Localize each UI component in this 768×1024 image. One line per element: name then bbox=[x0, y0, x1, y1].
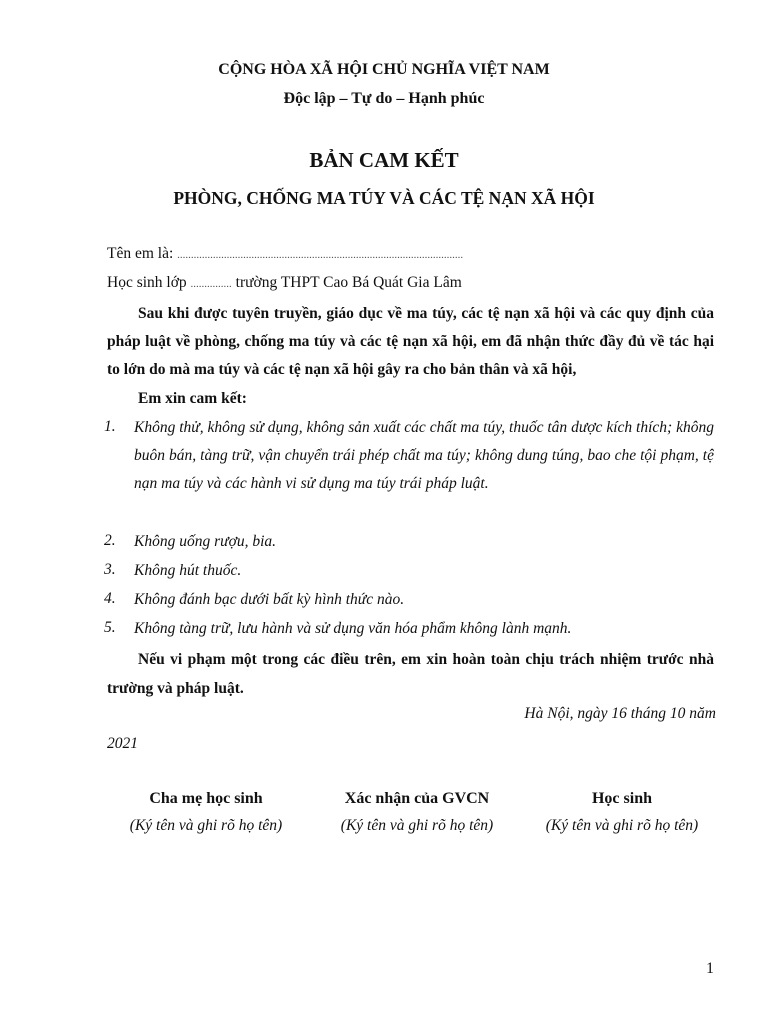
commitment-number: 2. bbox=[104, 532, 116, 549]
commitment-item: Không thử, không sử dụng, không sản xuất các chất ma túy, thuốc tân dược kích thích; không buôn bán, tàng trữ, vận chuyển trái phép chất ma túy; không dung túng, bao che tội phạm, tệ nạn ma túy và các hành vi sử dụng ma túy trái pháp luật. bbox=[134, 419, 714, 492]
page-number: 1 bbox=[706, 960, 714, 977]
signature-parent bbox=[106, 790, 306, 835]
commitment-item: Không hút thuốc. bbox=[134, 562, 242, 579]
commitment-item: Không đánh bạc dưới bất kỳ hình thức nào. bbox=[134, 591, 405, 608]
signature-title: Học sinh bbox=[591, 790, 652, 807]
commitment-number: 4. bbox=[104, 590, 116, 607]
signature-note: (Ký tên và ghi rõ họ tên) bbox=[545, 817, 699, 834]
closing-statement: Nếu vi phạm một trong các điều trên, em xin hoàn toàn chịu trách nhiệm trước nhà trường và pháp luật. bbox=[107, 651, 714, 697]
national-motto: Độc lập – Tự do – Hạnh phúc bbox=[283, 90, 485, 107]
class-line bbox=[107, 274, 462, 292]
signature-title: Cha mẹ học sinh bbox=[149, 790, 263, 807]
name-line bbox=[107, 245, 717, 263]
date-line: Hà Nội, ngày 16 tháng 10 năm bbox=[524, 705, 716, 722]
school-name: trường THPT Cao Bá Quát Gia Lâm bbox=[235, 274, 462, 291]
signature-teacher bbox=[317, 790, 517, 835]
signature-note: (Ký tên và ghi rõ họ tên) bbox=[340, 817, 494, 834]
intro-paragraph: Sau khi được tuyên truyền, giáo dục về ma túy, các tệ nạn xã hội và các quy định của pháp luật về phòng, chống ma túy và các tệ nạn xã hội, em đã nhận thức đầy đủ về tác hại to lớn do mà ma túy và các tệ nạn xã hội gây ra cho bản thân và xã hội, bbox=[107, 305, 714, 378]
signature-title: Xác nhận của GVCN bbox=[344, 790, 490, 807]
class-label: Học sinh lớp bbox=[107, 274, 187, 291]
name-label: Tên em là: bbox=[107, 245, 174, 262]
commitment-number: 1. bbox=[104, 418, 116, 435]
document-title: BẢN CAM KẾT bbox=[309, 148, 459, 172]
commitment-number: 5. bbox=[104, 619, 116, 636]
signature-student bbox=[522, 790, 722, 835]
commitment-number: 3. bbox=[104, 561, 116, 578]
country-heading: CỘNG HÒA XÃ HỘI CHỦ NGHĨA VIỆT NAM bbox=[218, 61, 550, 78]
commitment-item: Không tàng trữ, lưu hành và sử dụng văn hóa phẩm không lành mạnh. bbox=[134, 620, 572, 637]
date-year: 2021 bbox=[107, 735, 138, 752]
class-blank: ............... bbox=[190, 278, 232, 290]
signature-note: (Ký tên và ghi rõ họ tên) bbox=[129, 817, 283, 834]
document-subtitle: PHÒNG, CHỐNG MA TÚY VÀ CÁC TỆ NẠN XÃ HỘI bbox=[173, 188, 595, 208]
name-blank: ........................................................................................................ bbox=[177, 249, 464, 261]
commit-heading: Em xin cam kết: bbox=[138, 390, 247, 407]
commitment-item: Không uống rượu, bia. bbox=[134, 533, 277, 550]
